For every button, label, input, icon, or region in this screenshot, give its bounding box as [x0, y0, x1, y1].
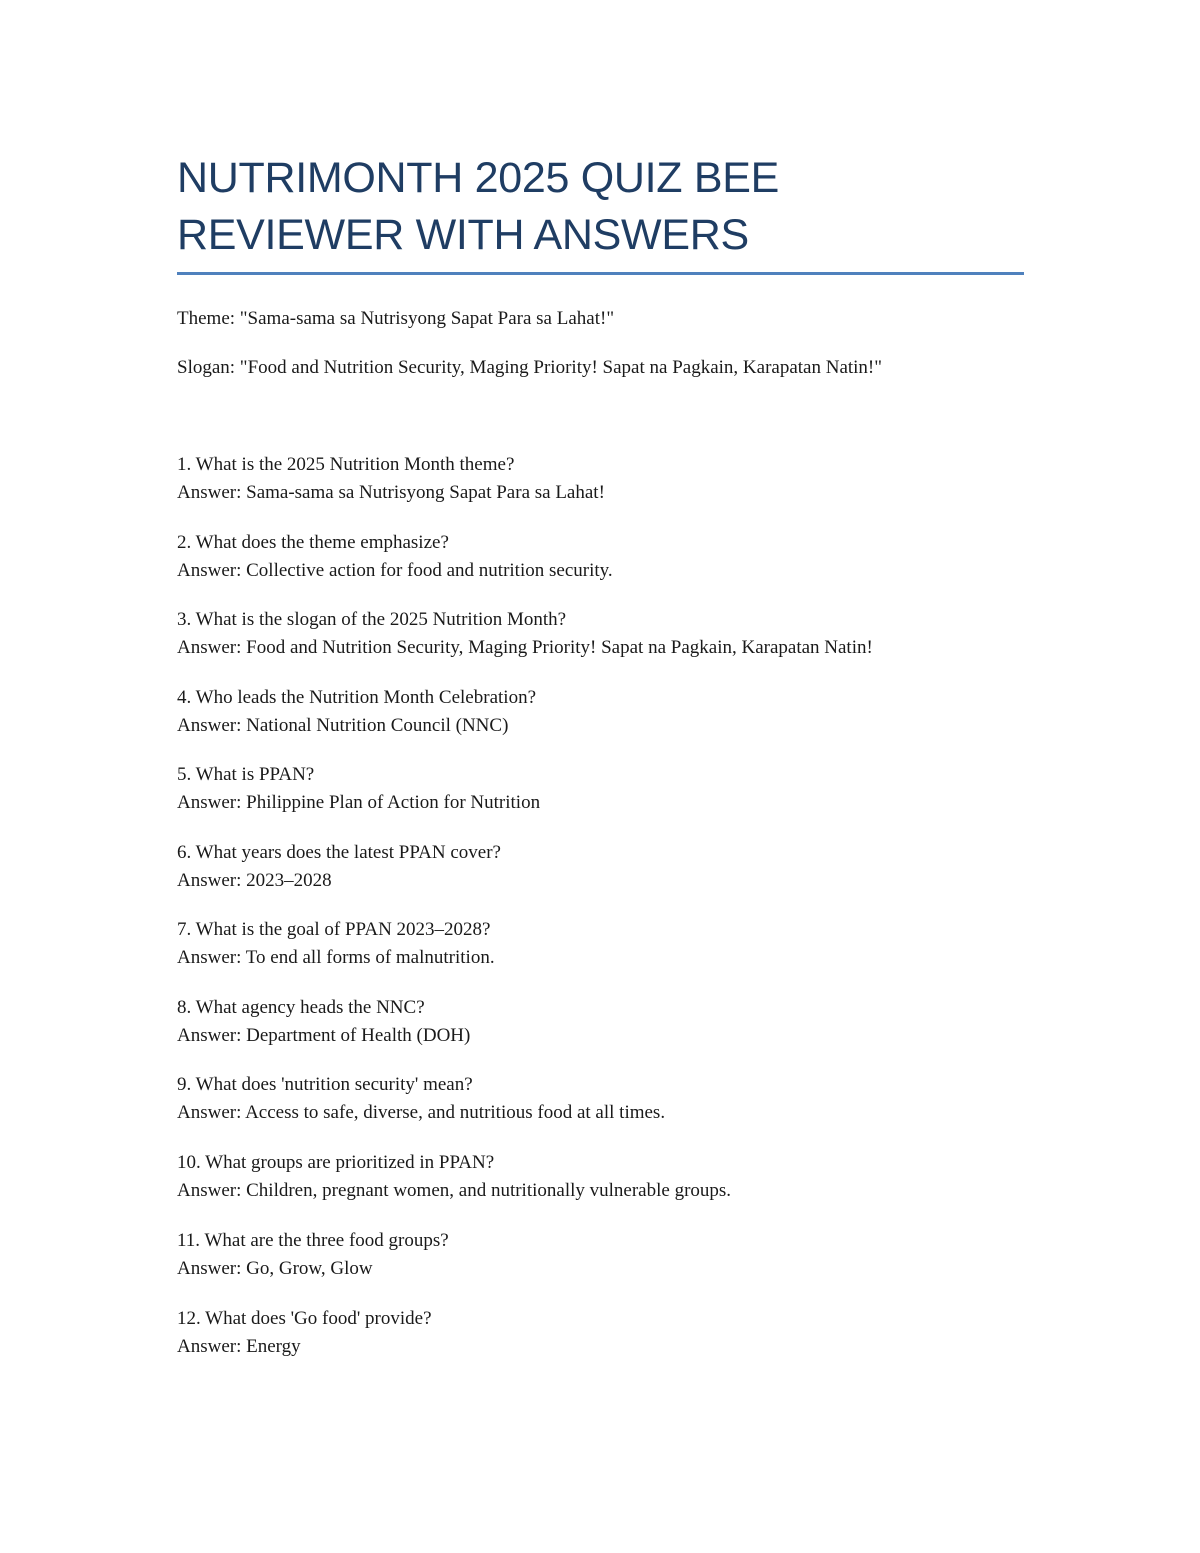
qa-item [177, 684, 1025, 740]
answer: Answer: Go, Grow, Glow [177, 1258, 373, 1279]
answer: Answer: National Nutrition Council (NNC) [177, 715, 509, 736]
question: 12. What does 'Go food' provide? [177, 1308, 432, 1329]
answer: Answer: 2023–2028 [177, 870, 332, 891]
question: 2. What does the theme emphasize? [177, 532, 449, 553]
answer: Answer: Collective action for food and nutrition security. [177, 560, 613, 581]
question: 5. What is PPAN? [177, 764, 315, 785]
question: 4. Who leads the Nutrition Month Celebration? [177, 687, 536, 708]
question: 11. What are the three food groups? [177, 1230, 449, 1251]
qa-item [177, 916, 1025, 972]
answer: Answer: Department of Health (DOH) [177, 1025, 471, 1046]
question: 6. What years does the latest PPAN cover? [177, 842, 501, 863]
document-title [177, 150, 1025, 264]
qa-item [177, 994, 1025, 1050]
question: 9. What does 'nutrition security' mean? [177, 1074, 473, 1095]
question: 7. What is the goal of PPAN 2023–2028? [177, 919, 491, 940]
answer: Answer: Access to safe, diverse, and nutritious food at all times. [177, 1102, 666, 1123]
theme-line: Theme: "Sama-sama sa Nutrisyong Sapat Para sa Lahat!" [177, 308, 615, 329]
question: 10. What groups are prioritized in PPAN? [177, 1152, 495, 1173]
slogan-line: Slogan: "Food and Nutrition Security, Maging Priority! Sapat na Pagkain, Karapatan Natin!" [177, 357, 883, 378]
title-divider [177, 272, 1024, 275]
qa-item [177, 529, 1025, 585]
title-line-2: REVIEWER WITH ANSWERS [177, 211, 749, 259]
answer: Answer: To end all forms of malnutrition. [177, 947, 495, 968]
title-line-1: NUTRIMONTH 2025 QUIZ BEE [177, 154, 780, 202]
qa-item [177, 1149, 1025, 1205]
qa-item [177, 1071, 1025, 1127]
question: 1. What is the 2025 Nutrition Month theme? [177, 454, 515, 475]
answer: Answer: Food and Nutrition Security, Maging Priority! Sapat na Pagkain, Karapatan Natin! [177, 637, 873, 658]
answer: Answer: Philippine Plan of Action for Nutrition [177, 792, 541, 813]
qa-item [177, 1227, 1025, 1283]
question: 3. What is the slogan of the 2025 Nutrition Month? [177, 609, 567, 630]
qa-item [177, 451, 1025, 507]
qa-item [177, 606, 1025, 662]
answer: Answer: Children, pregnant women, and nutritionally vulnerable groups. [177, 1180, 732, 1201]
answer: Answer: Energy [177, 1336, 301, 1357]
qa-item [177, 761, 1025, 817]
qa-item [177, 1305, 1025, 1361]
qa-item [177, 839, 1025, 895]
answer: Answer: Sama-sama sa Nutrisyong Sapat Para sa Lahat! [177, 482, 605, 503]
question: 8. What agency heads the NNC? [177, 997, 425, 1018]
